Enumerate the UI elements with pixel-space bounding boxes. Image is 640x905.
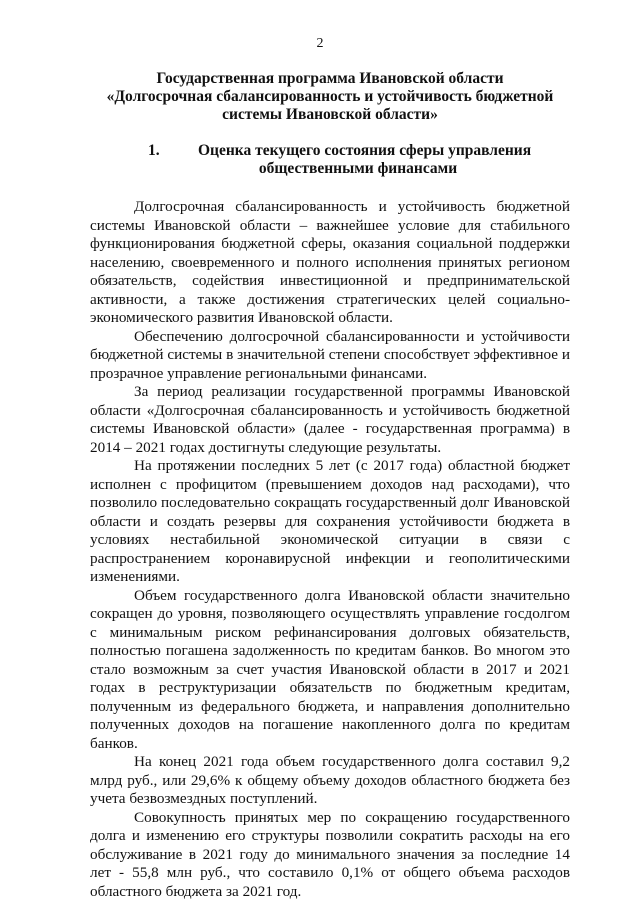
section-title-line-2: общественными финансами <box>258 160 458 177</box>
body-text <box>90 198 570 901</box>
paragraph-4: На протяжении последних 5 лет (с 2017 года) областной бюджет исполнен с профицитом (превышением доходов над расходами), что позволило последовательно сокращать государственный долг Ивановской области и создать резервы для сохранения устойчивости бюджета в условиях нестабильной экономической ситуации в связи с распространением коронавирусной инфекции и геополитическими изменениями. <box>90 457 570 585</box>
paragraph-1: Долгосрочная сбалансированность и устойчивость бюджетной системы Ивановской области – важнейшее условие для стабильного функционирования бюджетной сферы, оказания социальной поддержки населению, своевременного и полного исполнения принятых регионом обязательств, содействия инвестиционной и предпринимательской активности, а также достижения стратегических целей социально-экономического развития Ивановской области. <box>90 198 570 326</box>
paragraph-7: Совокупность принятых мер по сокращению государственного долга и изменению его структуры позволили сократить расходы на его обслуживание в 2021 году до минимального значения за последние 14 лет - 55,8 млн руб., что составило 0,1% от общего объема расходов областного бюджета за 2021 год. <box>90 808 570 900</box>
paragraph-2: Обеспечению долгосрочной сбалансированности и устойчивости бюджетной системы в значительной степени способствует эффективное и прозрачное управление региональными финансами. <box>90 327 570 382</box>
paragraph-3: За период реализации государственной программы Ивановской области «Долгосрочная сбалансированность и устойчивость бюджетной системы Ивановской области» (далее - государственная программа) в 2014 – 2021 годах достигнуты следующие результаты. <box>90 383 570 456</box>
document-title-line-1: Государственная программа Ивановской области <box>156 70 504 87</box>
page-number: 2 <box>316 36 324 51</box>
document-title-line-2: «Долгосрочная сбалансированность и устойчивость бюджетной <box>106 88 554 105</box>
section-number: 1. <box>148 142 160 159</box>
document-title <box>90 70 570 124</box>
section-title <box>198 142 532 178</box>
paragraph-6: На конец 2021 года объем государственного долга составил 9,2 млрд руб., или 29,6% к общему объему доходов областного бюджета без учета безвозмездных поступлений. <box>90 753 570 807</box>
paragraph-5: Объем государственного долга Ивановской области значительно сокращен до уровня, позволяющего осуществлять управление госдолгом с минимальным риском рефинансирования долговых обязательств, полностью погашена задолженность по кредитам банков. Во многом это стало возможным за счет участия Ивановской области в 2017 и 2021 годах в реструктуризации обязательств по бюджетным кредитам, полученным из федерального бюджета, и направления дополнительно полученных доходов на погашение накопленного долга по кредитам банков. <box>90 586 570 752</box>
document-title-line-3: системы Ивановской области» <box>222 106 438 123</box>
section-title-line-1: Оценка текущего состояния сферы управления <box>198 142 532 159</box>
